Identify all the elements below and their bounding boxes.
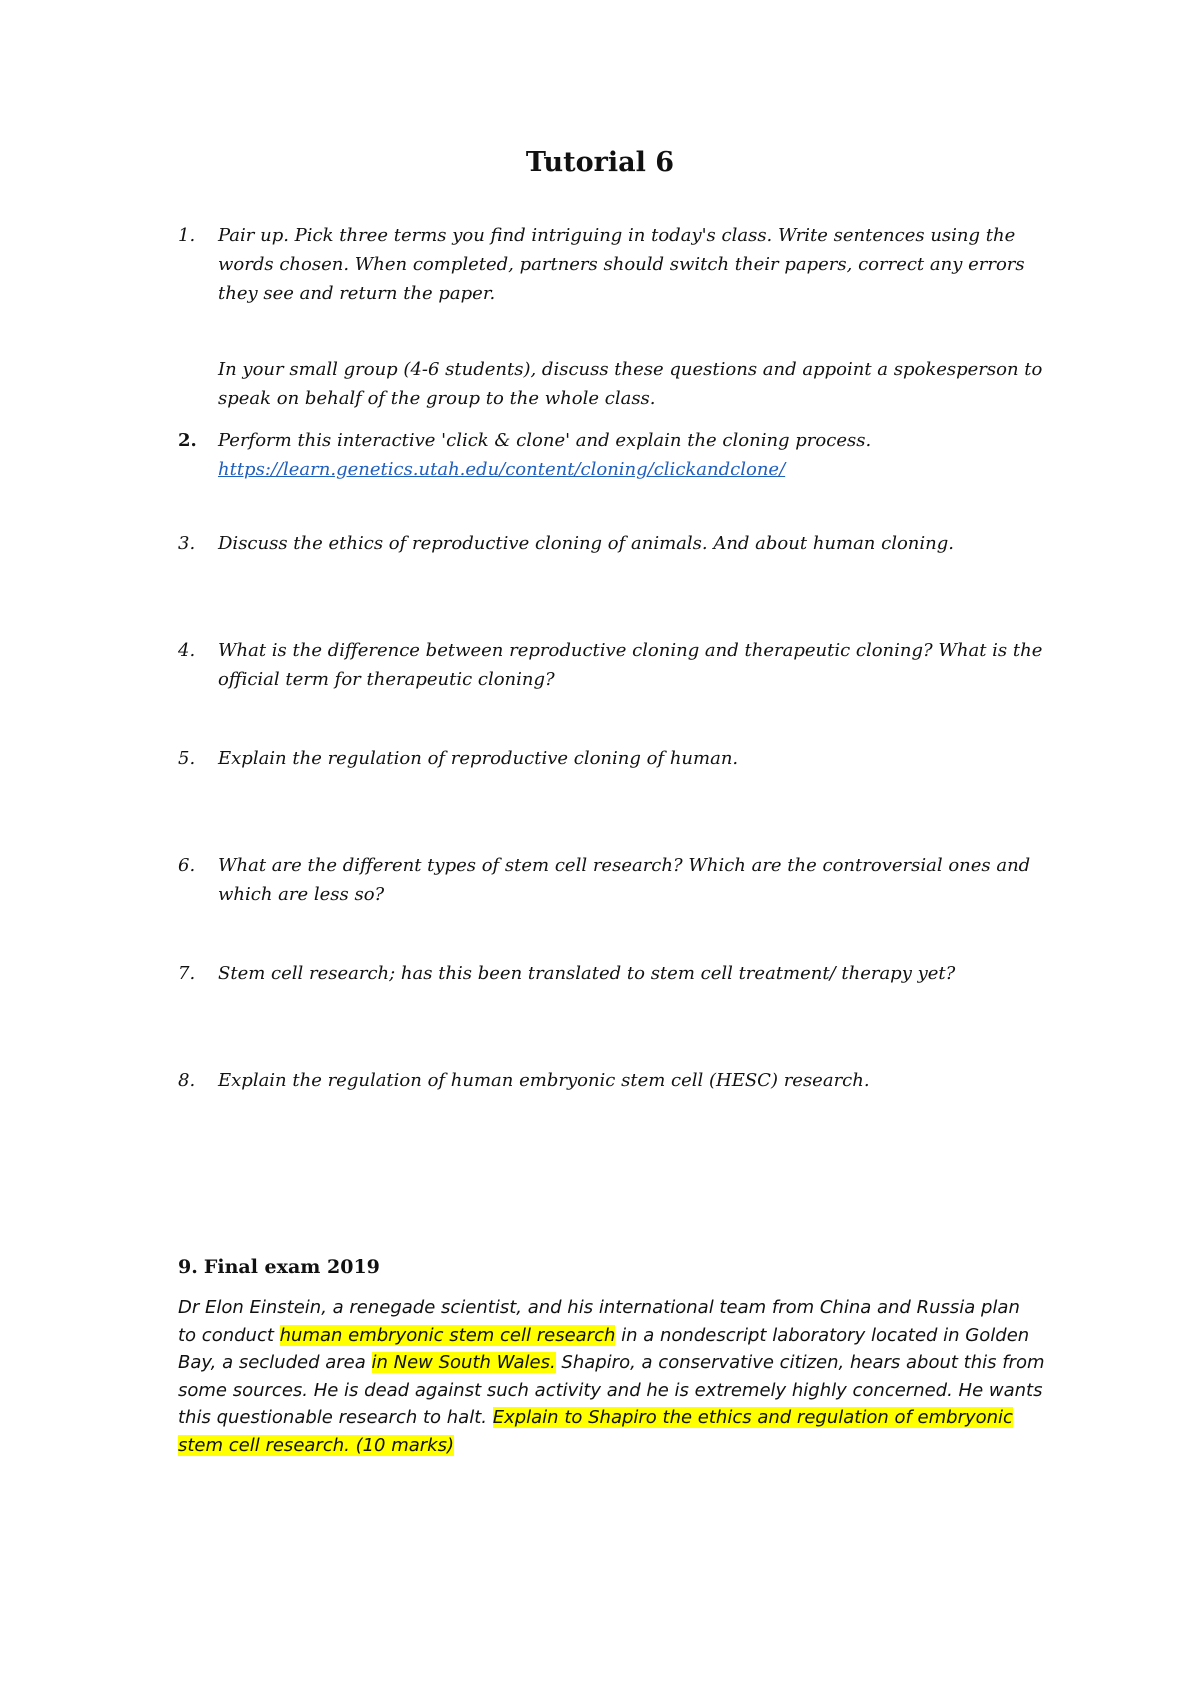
question-number: 6. — [178, 855, 196, 876]
paragraph-line — [178, 1322, 1068, 1350]
question-text-line: which are less so? — [218, 884, 385, 905]
paragraph-text: in a nondescript laboratory located in Golden — [615, 1324, 1030, 1346]
paragraph-line — [178, 1294, 1068, 1322]
question-text-line: Explain the regulation of human embryonic stem cell (HESC) research. — [218, 1070, 870, 1091]
paragraph-text: Dr Elon Einstein, a renegade scientist, and his international team from China and Russia plan — [178, 1297, 1020, 1318]
final-exam-heading — [178, 1253, 380, 1281]
question-number: 1. — [178, 225, 196, 246]
page-title: Tutorial 6 — [525, 147, 675, 178]
paragraph-text: some sources. He is dead against such activity and he is extremely highly concerned. He wants — [178, 1379, 1043, 1401]
question-text-line: What is the difference between reproductive cloning and therapeutic cloning? What is the — [218, 640, 1043, 661]
paragraph-line — [178, 1377, 1068, 1405]
highlighted-text: Explain to Shapiro the ethics and regulation of embryonic — [492, 1407, 1013, 1428]
question-number: 7. — [178, 963, 196, 984]
question-text-line: Stem cell research; has this been translated to stem cell treatment/ therapy yet? — [218, 963, 956, 984]
paragraph-text: to conduct — [178, 1324, 280, 1346]
final-exam-title: Final exam 2019 — [203, 1256, 380, 1278]
paragraph-line — [178, 1432, 1068, 1460]
final-exam-paragraph — [178, 1294, 1068, 1459]
question-number: 8. — [178, 1070, 196, 1091]
question-text-line: words chosen. When completed, partners should switch their papers, correct any errors — [218, 254, 1025, 275]
highlighted-text: human embryonic stem cell research — [279, 1324, 616, 1346]
question-text-line: they see and return the paper. — [218, 283, 496, 304]
instruction-text-line: In your small group (4-6 students), discuss these questions and appoint a spokesperson to — [218, 359, 1043, 380]
question-number: 3. — [178, 533, 196, 554]
question-text-line: Pair up. Pick three terms you find intriguing in today's class. Write sentences using the — [218, 225, 1016, 246]
question-text-line: Explain the regulation of reproductive cloning of human. — [218, 748, 739, 769]
paragraph-text: Bay, a secluded area — [178, 1352, 372, 1373]
question-text-line: What are the different types of stem cell research? Which are the controversial ones and — [218, 855, 1031, 876]
paragraph-text: this questionable research to halt. — [178, 1407, 493, 1428]
question-number: 4. — [178, 640, 196, 661]
paragraph-text: Shapiro, a conservative citizen, hears about this from — [555, 1352, 1045, 1373]
paragraph-line — [178, 1349, 1068, 1377]
question-number: 9. — [178, 1256, 198, 1278]
paragraph-line — [178, 1404, 1068, 1432]
question-text-line: Perform this interactive 'click & clone' and explain the cloning process. — [218, 430, 872, 451]
highlighted-text: stem cell research. (10 marks) — [178, 1434, 455, 1456]
question-number: 5. — [178, 748, 196, 769]
highlighted-text: in New South Wales. — [371, 1352, 556, 1373]
question-text-line: Discuss the ethics of reproductive cloning of animals. And about human cloning. — [218, 533, 954, 554]
clickandclone-link[interactable]: https://learn.genetics.utah.edu/content/cloning/clickandclone/ — [218, 459, 786, 480]
question-text-line: official term for therapeutic cloning? — [218, 669, 555, 690]
question-number: 2. — [178, 430, 197, 451]
instruction-text-line: speak on behalf of the group to the whole class. — [218, 388, 656, 409]
